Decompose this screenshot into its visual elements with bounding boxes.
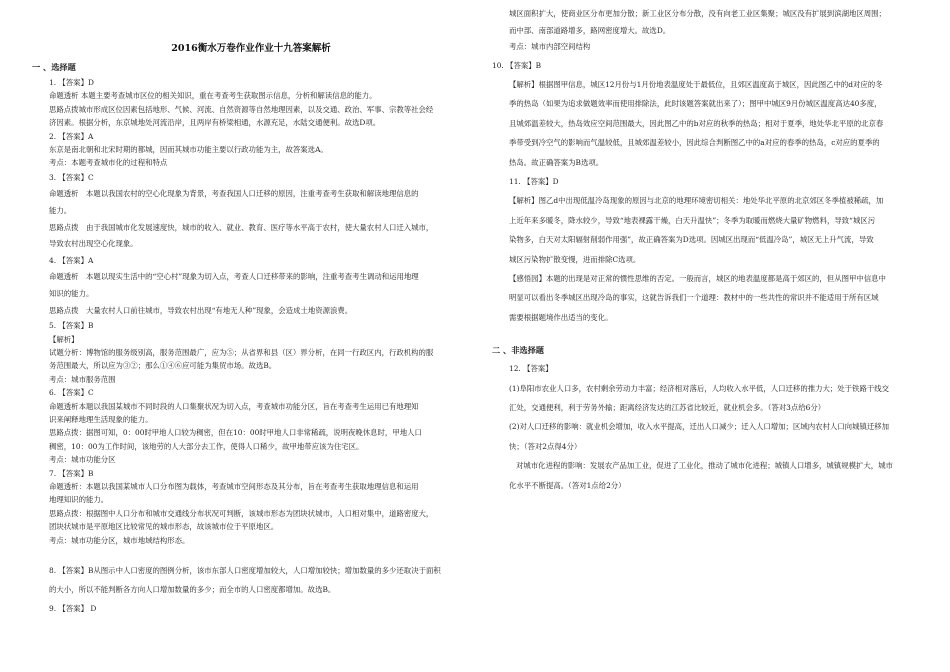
right-column	[492, 0, 917, 672]
answer-line: 能力。	[49, 206, 72, 216]
answer-line: 且城郊温差较大，热岛效应空间范围最大，因此图乙中的b对应的秋季的热岛；相对于夏季，地处华北平原的北京春	[509, 118, 884, 128]
answer-line: 思路点拨：据图可知，0：00时甲地人口较为稠密，但在10：00时甲地人口非常稀疏，说明夜晚休息时，甲地人口	[49, 428, 422, 438]
answer-9-continued	[492, 6, 917, 56]
answer-line: 上近年来多暖冬，降水较少，导致“地表裸露干燥，白天升温快”；冬季为取暖而燃烧大量矿物燃料，导致“城区污	[509, 215, 876, 225]
answer-line: 东京是南北朝和北宋时期的都城，因而其城市功能主要以行政功能为主，故答案选A。	[49, 145, 328, 155]
answer-line: (2)对人口迁移的影响：就业机会增加，收入水平提高，迁出人口减少；迁入人口增加；区域内农村人口向城镇迁移加	[509, 422, 890, 432]
left-column	[32, 0, 470, 672]
answer-line: 1. 【答案】D	[49, 78, 94, 87]
answer-2	[32, 130, 470, 170]
answer-1	[32, 76, 470, 130]
answer-line: 9. 【答案】 D	[49, 604, 97, 614]
answer-line: 地理知识的能力。	[49, 495, 109, 505]
answer-line: 考点：城市内部空间结构	[509, 42, 591, 51]
answer-line: 命题透析：本题以我国某城市人口分布图为载体，考查城市空间形态及其分布，旨在考查考生获取地理信息和运用	[49, 482, 419, 492]
answer-line: 3. 【答案】C	[49, 172, 94, 182]
answer-7	[32, 467, 470, 547]
answer-3	[32, 170, 470, 253]
answer-line: 命题透析 本题以现实生活中的“空心村”现象为切入点，考查人口迁移带来的影响，注重考查考生调动和运用地理	[49, 272, 419, 282]
answer-line: 8. 【答案】B从图示中人口密度的图例分析，该市东部人口密度增加较大，人口增加较快；增加数量的多少还取决于面积	[49, 566, 441, 576]
answer-line: 11. 【答案】D	[509, 176, 559, 186]
answer-line: 城区面积扩大，使商业区分布更加分散；新工业区分布分散，没有向老工业区集聚；城区没有扩展到滨湖地区周围；	[509, 9, 886, 18]
answer-line: 识来阐释地理生活现象的能力。	[49, 415, 153, 425]
answer-line: 考点：本题考查城市化的过程和特点	[49, 158, 168, 168]
answer-line: 【感悟园】本题的出现是对正常的惯性思维的否定。一般而言，城区的地表温度都是高于郊区的，但从图甲中信息中	[509, 273, 886, 283]
answer-line: 化水平不断提高。（答对1点给2分）	[509, 480, 626, 490]
answer-line: 热岛。故正确答案为B选项。	[509, 157, 604, 167]
answer-line: (1)阜阳市农业人口多，农村剩余劳动力丰富；经济相对落后，人均收入水平低，人口迁移的推力大；处于铁路干线交	[509, 383, 890, 393]
answer-line: 命题透析本题以我国某城市不同时段的人口集聚状况为切入点，考查城市功能分区，旨在考查考生运用已有地理知	[49, 401, 419, 411]
answer-line: 团块状城市是平原地区比较常见的城市形态，故该城市位于平原地区。	[49, 522, 279, 532]
answer-line: 2. 【答案】A	[49, 131, 94, 141]
answer-line: 【解析】图乙d中出现低温冷岛现象的原因与北京的地理环境密切相关：地处华北平原的北京郊区冬季植被稀疏，加	[509, 196, 884, 206]
answer-line: 试题分析：博物馆的服务级别高，服务范围最广，应为⑤；从省界和县（区）界分析，在同一行政区内，行政机构的服	[49, 348, 434, 357]
answer-line: 思路点拨城市形成区位因素包括地形、气候、河流、自然资源等自然地理因素，以及交通、政治、军事、宗教等社会经	[49, 104, 434, 114]
answer-line: 4. 【答案】A	[49, 255, 94, 265]
answer-line: 【解析】根据图甲信息，城区12月份与1月份地表温度处于最低位，且郊区温度高于城区，因此图乙中的d对应的冬	[509, 79, 883, 89]
answer-line: 10. 【答案】B	[492, 60, 542, 70]
answer-12	[492, 359, 917, 495]
answer-11	[492, 172, 917, 327]
answer-8	[32, 561, 470, 618]
answer-line: 对城市化进程的影响：发展农产品加工业，促进了工业化，推动了城市化进程；城镇人口增多，城镇规模扩大，城市	[516, 461, 893, 471]
answer-line: 5. 【答案】B	[49, 321, 94, 331]
answer-line: 导致农村出现空心化现象。	[49, 239, 138, 249]
answer-line: 7. 【答案】B	[49, 468, 94, 478]
answer-10	[492, 56, 917, 172]
answer-line: 思路点拨：根据图中人口分布和城市交通线分布状况可判断，该城市形态为团块状城市，人口相对集中，道路密度大，	[49, 508, 434, 518]
answer-6	[32, 386, 470, 466]
answer-line: 季的热岛（如果为追求做题效率而使用排除法，此时该题答案就出来了）；图甲中城区9月份城区温度高达40多度，	[509, 99, 882, 109]
page-title: 2016衡水万卷作业作业十九答案解析	[171, 43, 331, 54]
answer-line: 快；（答对2点得4分）	[509, 441, 582, 451]
answer-line: 需要根据题境作出适当的变化。	[509, 312, 613, 322]
answer-line: 务范围最大，所以应为③②；那么①④⑥应可能为集贸市场。故选B。	[49, 361, 277, 371]
answer-line: 城区污染物扩散变慢，进而排除C选项。	[509, 254, 641, 264]
answer-line: 季带受到冷空气的影响而气温较低，且城郊温差较小，因此综合判断图乙中的a对应的春季的热岛，c对应的夏季的	[509, 138, 880, 148]
answer-line: 知识的能力。	[49, 289, 94, 298]
answer-line: 12. 【答案】	[509, 364, 553, 374]
answer-line: 命题透析 本题以我国农村的空心化现象为背景，考查我国人口迁移的原因，注重考查考生获取和解读地理信息的	[49, 189, 419, 199]
answer-line: 考点：城市功能分区，城市地域结构形态。	[49, 535, 190, 545]
answer-5	[32, 319, 470, 386]
answer-line: 考点：城市服务范围	[49, 374, 116, 384]
answer-4	[32, 253, 470, 319]
answer-line: 的大小，所以不能判断各方向人口增加数量的多少；而全市的人口密度都增加。故选B。	[49, 585, 336, 595]
answer-line: 思路点拨 大量农村人口前往城市，导致农村出现“有地无人种”现象，会造成土地资源浪费。	[49, 305, 353, 315]
answer-line: 思路点拨 由于我国城市化发展速度快，城市的收入、就业、教育、医疗等水平高于农村，使大量农村人口迁入城市，	[49, 222, 434, 232]
answer-line: 而中部、南部道路增多，路网密度增大。故选D。	[509, 25, 671, 35]
answer-line: 考点：城市功能分区	[49, 455, 116, 465]
answer-line: 稠密，10：00为工作时间，该地劳的人大部分去工作，使得人口稀少，故甲地带应该为住宅区。	[49, 441, 364, 451]
answer-line: 明显可以看出冬季城区出现冷岛的事实，这就告诉我们一个道理：教材中的一些共性的常识并不能适用于所有区域	[509, 293, 879, 303]
answer-line: 6. 【答案】C	[49, 388, 94, 398]
answer-line: 染物多，白天对太阳辐射削弱作用强”，故正确答案为D选项。因城区出现而“低温冷岛”，城区无上升气流，导致	[509, 235, 874, 245]
answer-line: 命题透析 本题主要考查城市区位的相关知识，重在考查考生获取图示信息，分析和解读信息的能力。	[49, 91, 377, 101]
answer-line: 济因素。根据分析，东京城地处河流沿岸，且两岸有桥梁相通，水源充足，水陆交通便利。故选D项。	[49, 118, 381, 128]
section-heading-nonchoice: 二 、非选择题	[492, 345, 544, 356]
section-heading-choice: 一 、选择题	[32, 62, 76, 72]
answer-line: 【解析】	[49, 334, 79, 344]
answer-line: 汇处，交通便利，利于劳务外输；距离经济发达的江苏省比较近，就业机会多。（答对3点给6分）	[509, 403, 826, 412]
